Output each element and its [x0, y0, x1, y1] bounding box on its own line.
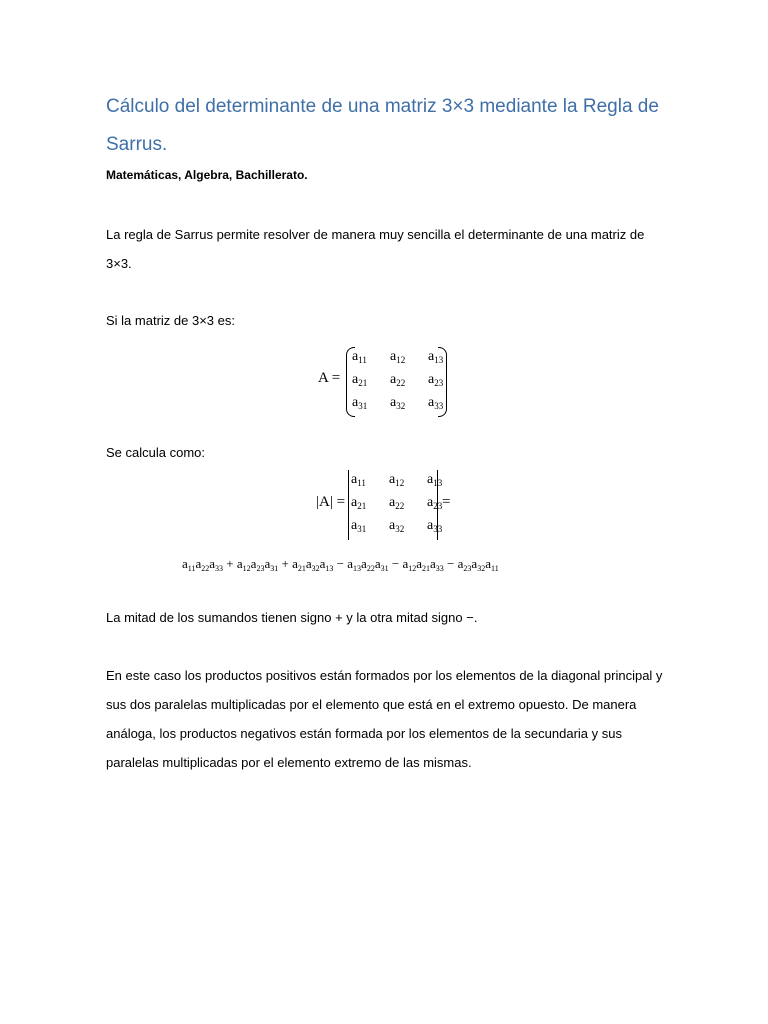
expansion-term: + $a_{21}a_{32}a_{13}$ — [278, 556, 334, 573]
matrix-entry: $a_{11}$ — [352, 349, 367, 365]
matrix-entry: $a_{12}$ — [389, 472, 405, 488]
matrix-entry: $a_{13}$ — [428, 349, 444, 365]
expansion-term: $a_{11}a_{22}a_{33}$ — [182, 556, 224, 573]
expansion-term: − $a_{12}a_{21}a_{33}$ — [388, 556, 444, 573]
calc-intro: Se calcula como: — [106, 445, 205, 460]
matrix-entry: $a_{32}$ — [389, 518, 405, 534]
matrix-entry: $a_{22}$ — [390, 372, 406, 388]
matrix-entry: $a_{23}$ — [428, 372, 444, 388]
expansion-term: − $a_{13}a_{22}a_{31}$ — [333, 556, 389, 573]
det-label: |A| = — [316, 494, 346, 510]
matrix-entry: $a_{21}$ — [351, 495, 367, 511]
intro-paragraph: La regla de Sarrus permite resolver de manera muy sencilla el determinante de una matriz de 3×3. — [106, 227, 645, 271]
matrix-entry: $a_{22}$ — [389, 495, 405, 511]
sarrus-expansion — [182, 556, 499, 573]
det-bar-right — [437, 470, 438, 540]
matrix-entry: $a_{31}$ — [352, 395, 368, 411]
matrix-entry: $a_{31}$ — [351, 518, 367, 534]
matrix-entry: $a_{12}$ — [390, 349, 406, 365]
det-equals: = — [442, 494, 451, 510]
page-title: Cálculo del determinante de una matriz 3×3 mediante la Regla de Sarrus. — [106, 96, 659, 155]
subject-line: Matemáticas, Algebra, Bachillerato. — [106, 168, 308, 182]
matrix-intro: Si la matriz de 3×3 es: — [106, 313, 235, 328]
matrix-entry: $a_{32}$ — [390, 395, 406, 411]
explanation-paragraph: En este caso los productos positivos están formados por los elementos de la diagonal principal y sus dos paralelas multiplicadas por el elemento que está en el extremo opuesto. De manera análoga, los productos negativos están formada por los elementos de la secundaria y sus paralelas multiplicadas por el elemento extremo de las mismas. — [106, 668, 663, 770]
matrix-entry: $a_{33}$ — [427, 518, 443, 534]
expansion-term: + $a_{12}a_{23}a_{31}$ — [223, 556, 279, 573]
matrix-entry: $a_{11}$ — [351, 472, 366, 488]
sign-note: La mitad de los sumandos tienen signo + y la otra mitad signo −. — [106, 610, 478, 625]
expansion-term: − $a_{23}a_{32}a_{11}$ — [443, 556, 499, 573]
matrix-entry: $a_{13}$ — [427, 472, 443, 488]
matrix-entry: $a_{23}$ — [427, 495, 443, 511]
det-bar-left — [348, 470, 349, 540]
matrix-entry: $a_{21}$ — [352, 372, 368, 388]
matrix-label: A = — [318, 370, 341, 386]
matrix-entry: $a_{33}$ — [428, 395, 444, 411]
right-paren — [438, 347, 447, 417]
